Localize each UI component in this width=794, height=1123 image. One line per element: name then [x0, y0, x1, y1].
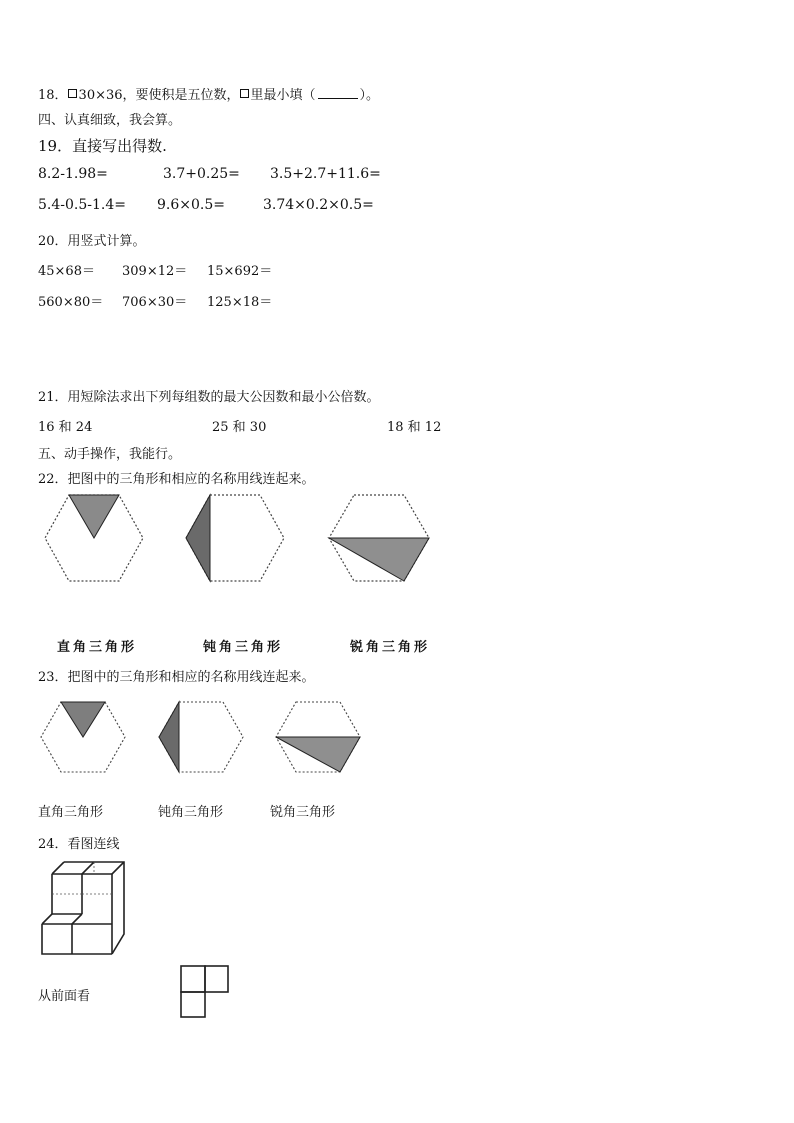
q24-title: 24．看图连线: [38, 837, 120, 852]
q22-title: 22．把图中的三角形和相应的名称用线连起来。: [38, 472, 315, 487]
box-icon: [68, 89, 77, 98]
q22-label-right[interactable]: 直角三角形: [57, 640, 138, 655]
q20-row1-item1: 45×68＝: [38, 264, 95, 279]
answer-blank[interactable]: [318, 98, 358, 99]
q18-text-post: 里最小填（: [250, 88, 316, 103]
q18-text-pre: 30×36，要使积是五位数，: [78, 88, 240, 103]
q22-hexagon-obtuse-triangle[interactable]: [185, 493, 285, 583]
q21-item1: 16 和 24: [38, 420, 93, 435]
q23-label-obtuse[interactable]: 钝角三角形: [158, 805, 224, 820]
q23-hexagon-acute-triangle[interactable]: [275, 700, 361, 774]
q21-item3: 18 和 12: [387, 420, 442, 435]
section-4-title: 四、认真细致，我会算。: [38, 113, 182, 128]
q20-row2-item2: 706×30＝: [122, 295, 188, 310]
q20-row1-item3: 15×692＝: [207, 264, 273, 279]
q21-item2: 25 和 30: [212, 420, 267, 435]
q22-label-obtuse[interactable]: 钝角三角形: [203, 640, 284, 655]
q18-text-end: ）。: [359, 88, 380, 103]
q19-row2-item2: 9.6×0.5=: [157, 197, 225, 213]
q20-row2-item1: 560×80＝: [38, 295, 104, 310]
q19-row1-item1: 8.2-1.98=: [38, 166, 108, 182]
q19-row2-item3: 3.74×0.2×0.5=: [263, 197, 374, 213]
q24-cube-stack-figure: [40, 860, 132, 956]
q23-hexagon-right-triangle[interactable]: [40, 700, 126, 774]
q23-hexagon-obtuse-triangle[interactable]: [158, 700, 244, 774]
q19-title: 19．直接写出得数.: [38, 137, 167, 155]
q18-number: 18．: [38, 88, 68, 103]
q18-line: [38, 84, 379, 103]
q23-title: 23．把图中的三角形和相应的名称用线连起来。: [38, 670, 315, 685]
q24-view-label: 从前面看: [38, 989, 91, 1004]
q20-row1-item2: 309×12＝: [122, 264, 188, 279]
q19-row2-item1: 5.4-0.5-1.4=: [38, 197, 126, 213]
q19-row1-item3: 3.5+2.7+11.6=: [270, 166, 381, 182]
box-icon: [240, 89, 249, 98]
q24-front-view-grid[interactable]: [180, 965, 230, 1019]
q23-label-acute[interactable]: 锐角三角形: [270, 805, 336, 820]
q22-hexagon-acute-triangle[interactable]: [328, 493, 430, 583]
q19-row1-item2: 3.7+0.25=: [163, 166, 240, 182]
section-5-title: 五、动手操作，我能行。: [38, 447, 182, 462]
q22-label-acute[interactable]: 锐角三角形: [350, 640, 431, 655]
q22-hexagon-right-triangle[interactable]: [44, 493, 144, 583]
q20-title: 20．用竖式计算。: [38, 234, 146, 249]
q21-title: 21．用短除法求出下列每组数的最大公因数和最小公倍数。: [38, 390, 380, 405]
q20-row2-item3: 125×18＝: [207, 295, 273, 310]
q23-label-right[interactable]: 直角三角形: [38, 805, 104, 820]
